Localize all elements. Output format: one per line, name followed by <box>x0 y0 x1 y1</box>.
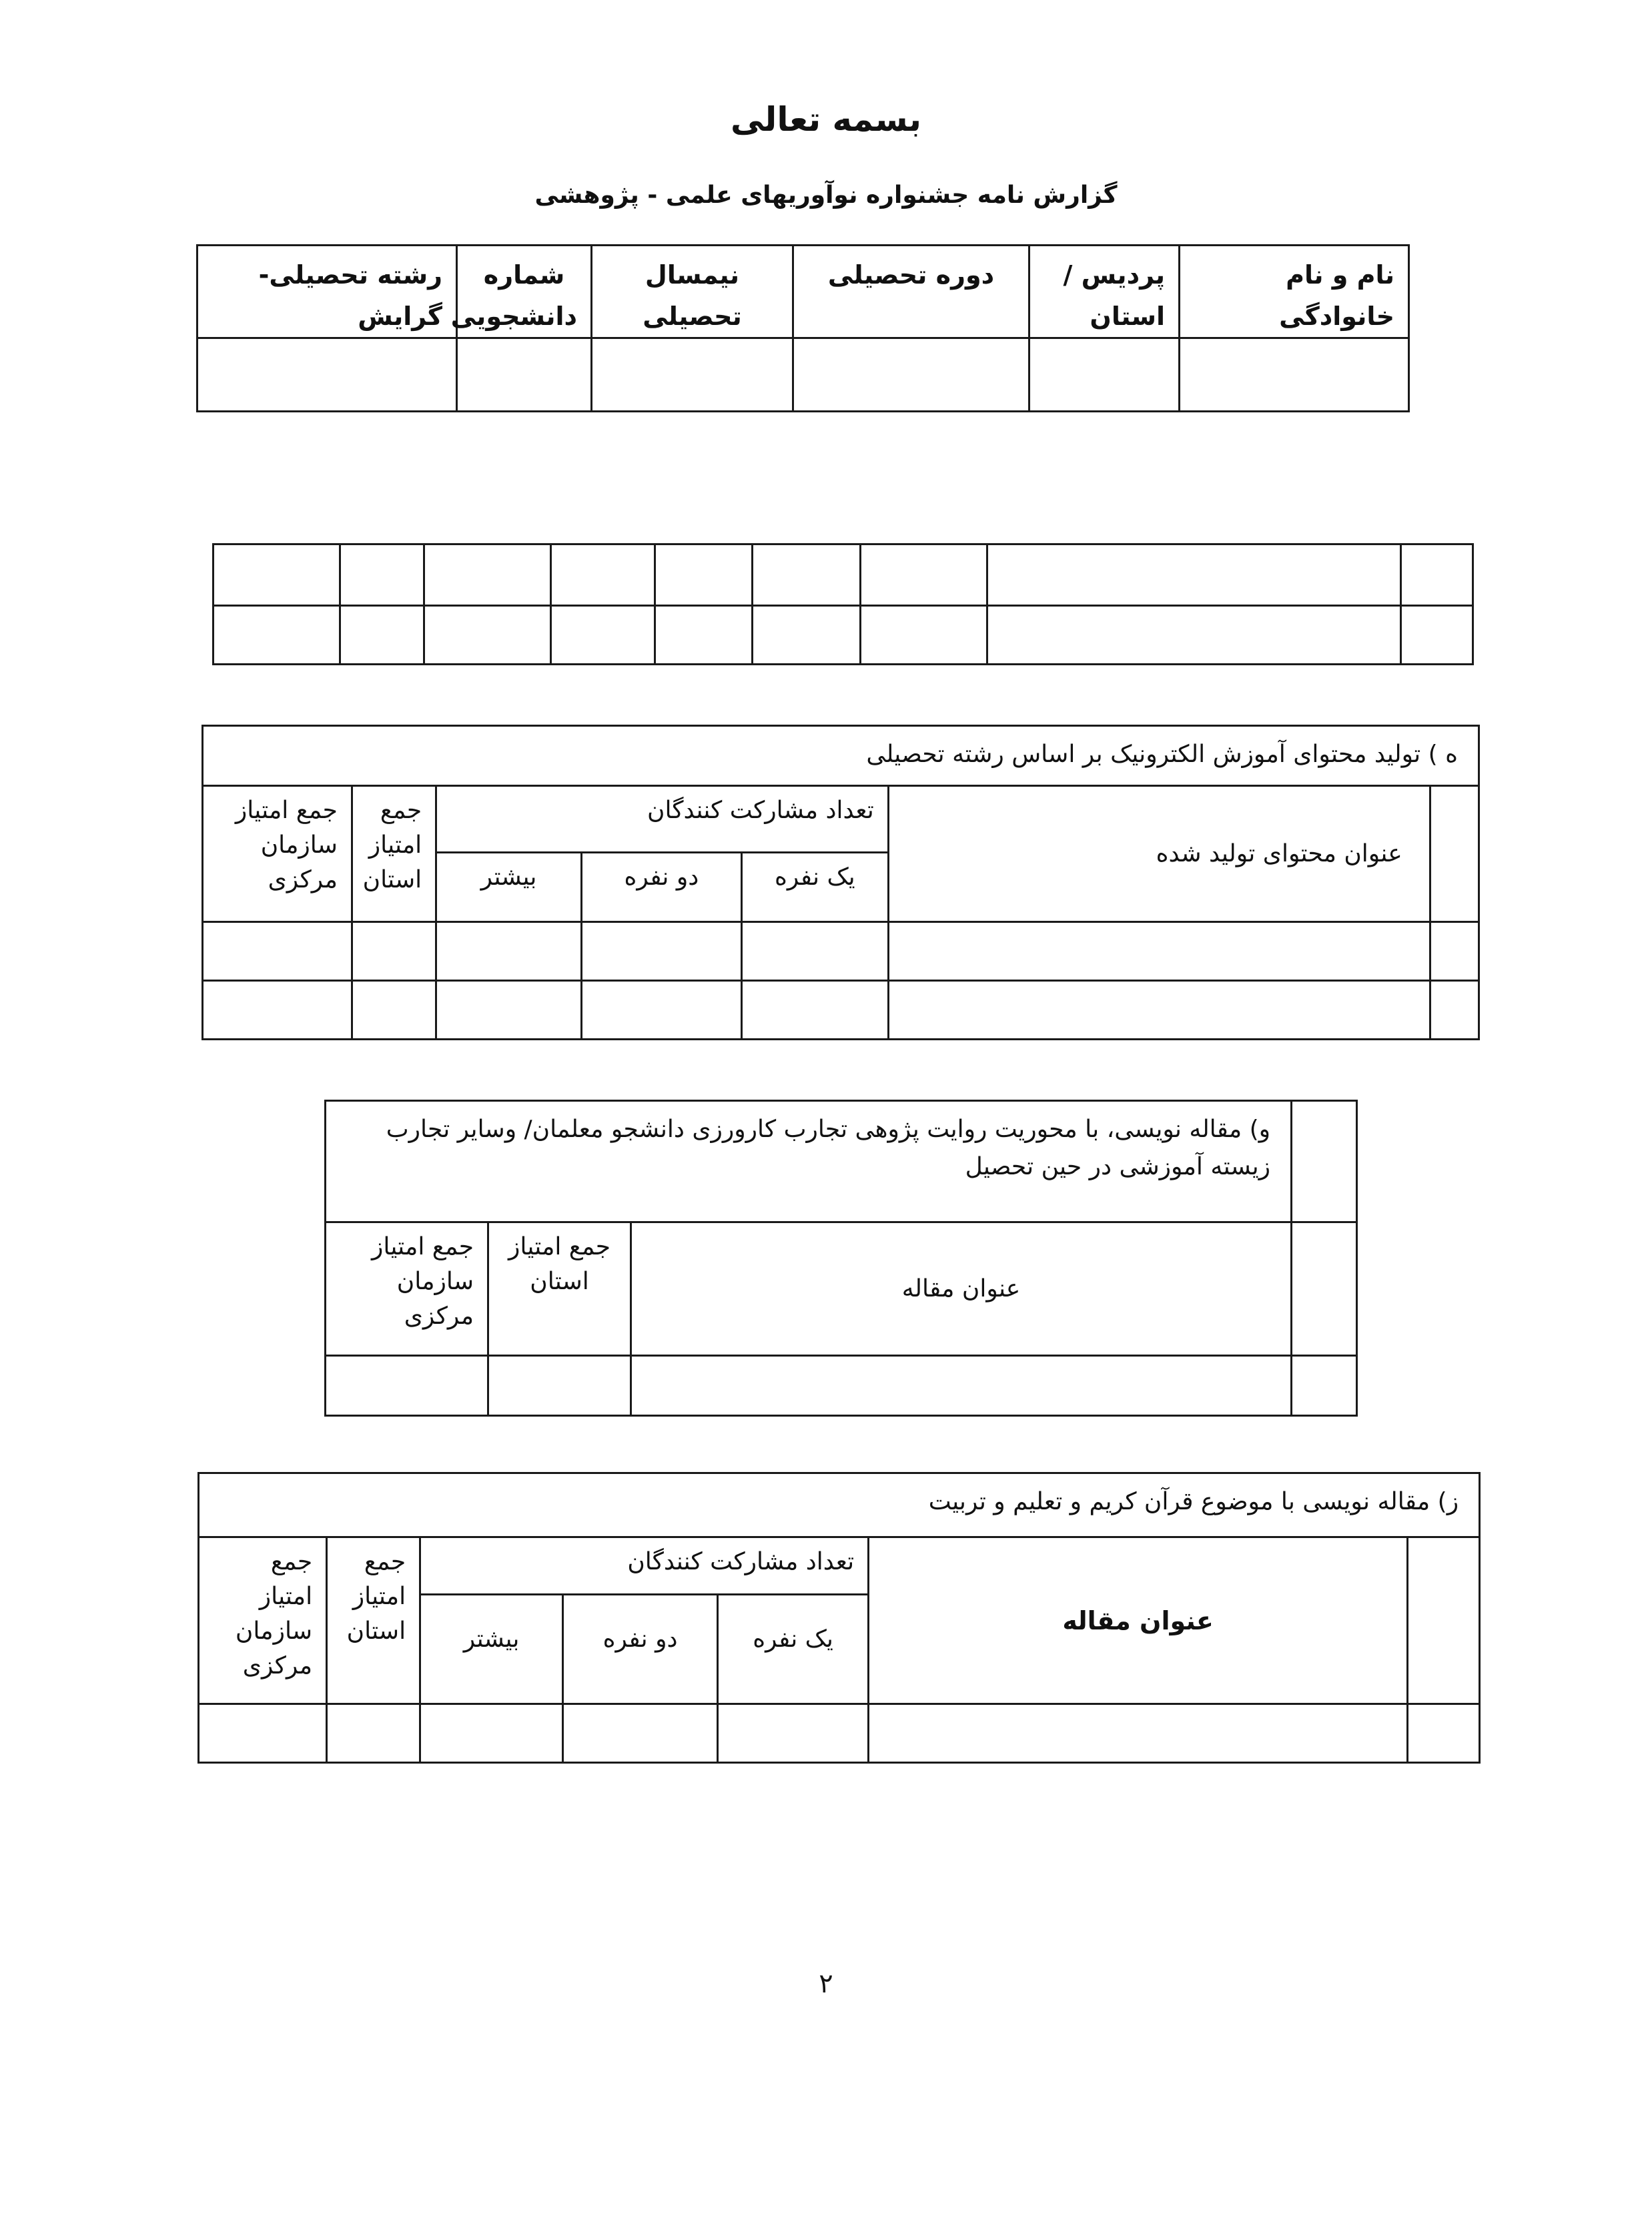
province-score-cell[interactable] <box>352 981 436 1040</box>
province-score-header: جمع امتیاز استان <box>327 1537 420 1704</box>
participants-header: تعداد مشارکت کنندگان <box>420 1537 869 1595</box>
campus-cell[interactable] <box>1029 338 1180 412</box>
section-z-table <box>197 1472 1481 1764</box>
grid-cell[interactable] <box>987 606 1401 665</box>
province-score-cell[interactable] <box>327 1704 420 1763</box>
article-title-cell[interactable] <box>869 1704 1408 1763</box>
row-number-cell[interactable] <box>1292 1356 1357 1416</box>
campus-header: پردیس / استان <box>1029 246 1180 338</box>
province-score-header: جمع امتیاز استان <box>488 1222 631 1356</box>
degree-cell[interactable] <box>793 338 1029 412</box>
grid-cell[interactable] <box>424 606 551 665</box>
grid-cell[interactable] <box>861 544 987 606</box>
two-person-header: دو نفره <box>581 853 741 922</box>
grid-cell[interactable] <box>340 544 424 606</box>
grid-cell[interactable] <box>655 544 753 606</box>
grid-cell[interactable] <box>1401 606 1473 665</box>
name-cell[interactable] <box>1180 338 1409 412</box>
row-number-header <box>1408 1537 1480 1704</box>
central-score-header: جمع امتیاز سازمان مرکزی <box>326 1222 488 1356</box>
grid-cell[interactable] <box>551 544 655 606</box>
row-number-cell[interactable] <box>1408 1704 1480 1763</box>
province-score-header: جمع امتیاز استان <box>352 786 436 922</box>
central-score-cell[interactable] <box>203 922 352 981</box>
student-id-cell[interactable] <box>457 338 592 412</box>
province-score-cell[interactable] <box>488 1356 631 1416</box>
article-title-header: عنوان مقاله <box>631 1222 1292 1356</box>
grid-cell[interactable] <box>424 544 551 606</box>
one-person-header: یک نفره <box>718 1595 869 1704</box>
semester-cell[interactable] <box>592 338 793 412</box>
more-person-cell[interactable] <box>420 1704 563 1763</box>
bismillah-heading: بسمه تعالی <box>730 100 922 139</box>
two-person-cell[interactable] <box>563 1704 718 1763</box>
grid-cell[interactable] <box>861 606 987 665</box>
article-title-cell[interactable] <box>631 1356 1292 1416</box>
two-person-cell[interactable] <box>581 981 741 1040</box>
section-h-title: ه ) تولید محتوای آموزش الکترونیک بر اساس رشته تحصیلی <box>203 726 1479 786</box>
one-person-cell[interactable] <box>741 922 888 981</box>
report-title: گزارش نامه جشنواره نوآوریهای علمی - پژوهشی <box>534 181 1118 209</box>
major-cell[interactable] <box>197 338 457 412</box>
student-info-table <box>196 244 1410 412</box>
grid-cell[interactable] <box>655 606 753 665</box>
page-number: ۲ <box>819 1968 833 1999</box>
central-score-cell[interactable] <box>199 1704 327 1763</box>
article-title-header: عنوان مقاله <box>869 1537 1408 1704</box>
name-header: نام و نام خانوادگی <box>1180 246 1409 338</box>
major-header: رشته تحصیلی-گرایش <box>197 246 457 338</box>
more-person-cell[interactable] <box>436 981 582 1040</box>
section-v-title: و) مقاله نویسی، با محوریت روایت پژوهی تجارب کارورزی دانشجو معلمان/ وسایر تجارب زیسته آموزشی در حین تحصیل <box>326 1101 1292 1222</box>
grid-cell[interactable] <box>753 606 861 665</box>
section-z-title: ز) مقاله نویسی با موضوع قرآن کریم و تعلیم و تربیت <box>199 1473 1480 1537</box>
row-number-cell[interactable] <box>1430 922 1479 981</box>
row-number-cell[interactable] <box>1430 981 1479 1040</box>
one-person-header: یک نفره <box>741 853 888 922</box>
more-person-header: بیشتر <box>420 1595 563 1704</box>
grid-cell[interactable] <box>214 544 340 606</box>
section-h-table <box>201 725 1480 1040</box>
content-title-cell[interactable] <box>888 922 1430 981</box>
one-person-cell[interactable] <box>718 1704 869 1763</box>
province-score-cell[interactable] <box>352 922 436 981</box>
more-person-header: بیشتر <box>436 853 582 922</box>
content-title-header: عنوان محتوای تولید شده <box>888 786 1430 922</box>
grid-cell[interactable] <box>340 606 424 665</box>
grid-cell[interactable] <box>1401 544 1473 606</box>
grid-cell[interactable] <box>753 544 861 606</box>
central-score-header: جمع امتیاز سازمان مرکزی <box>199 1537 327 1704</box>
student-id-header: شماره دانشجویی <box>457 246 592 338</box>
blank-grid-table <box>212 543 1474 665</box>
central-score-cell[interactable] <box>203 981 352 1040</box>
grid-cell[interactable] <box>987 544 1401 606</box>
central-score-header: جمع امتیاز سازمان مرکزی <box>203 786 352 922</box>
two-person-header: دو نفره <box>563 1595 718 1704</box>
semester-header: نیمسال تحصیلی <box>592 246 793 338</box>
central-score-cell[interactable] <box>326 1356 488 1416</box>
row-number-header <box>1430 786 1479 922</box>
row-number-header <box>1292 1222 1357 1356</box>
grid-cell[interactable] <box>551 606 655 665</box>
section-v-table <box>324 1100 1358 1417</box>
participants-header: تعداد مشارکت کنندگان <box>436 786 889 853</box>
grid-cell[interactable] <box>214 606 340 665</box>
row-number-header <box>1292 1101 1357 1222</box>
one-person-cell[interactable] <box>741 981 888 1040</box>
content-title-cell[interactable] <box>888 981 1430 1040</box>
degree-header: دوره تحصیلی <box>793 246 1029 338</box>
two-person-cell[interactable] <box>581 922 741 981</box>
more-person-cell[interactable] <box>436 922 582 981</box>
